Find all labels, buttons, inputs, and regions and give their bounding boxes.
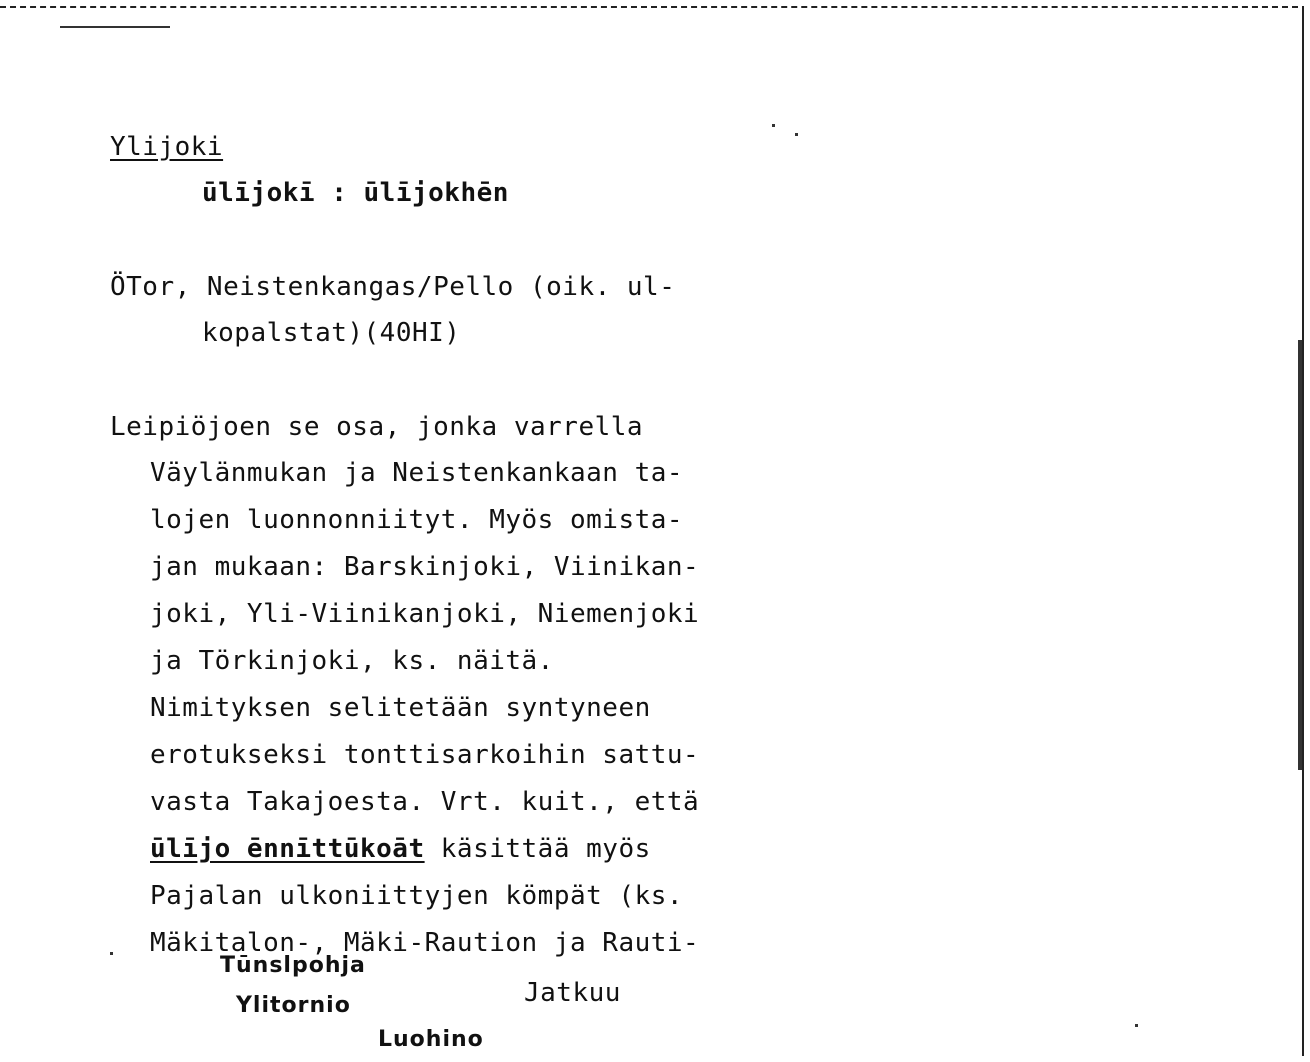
description-line-10 (150, 834, 651, 864)
stamp-line-1: Tūnslpohja (220, 953, 366, 978)
description-line-1: Leipiöjoen se osa, jonka varrella (110, 412, 644, 442)
description-line-10-rest: käsittää myös (424, 834, 651, 864)
description-line-5: joki, Yli-Viinikanjoki, Niemenjoki (150, 599, 700, 629)
description-line-3: lojen luonnonniityt. Myös omista- (150, 505, 684, 535)
scan-edge-top (0, 6, 1298, 8)
stamp-line-3: Luohino (378, 1027, 484, 1052)
scan-edge-right (1302, 6, 1304, 1056)
pronunciation: ūlījokī : ūlījokhēn (202, 178, 509, 208)
source-line-1: ÖTor, Neistenkangas/Pello (oik. ul- (110, 272, 676, 302)
description-line-12: Mäkitalon-, Mäki-Raution ja Rauti- (150, 928, 700, 958)
description-line-6: ja Törkinjoki, ks. näitä. (150, 646, 554, 676)
description-line-8: erotukseksi tonttisarkoihin sattu- (150, 740, 700, 770)
scan-speck (1135, 1024, 1138, 1027)
description-line-2: Väylänmukan ja Neistenkankaan ta- (150, 458, 684, 488)
description-line-11: Pajalan ulkoniittyjen kömpät (ks. (150, 881, 684, 911)
scan-mark-top (60, 26, 170, 28)
source-line-2: kopalstat)(40HI) (202, 318, 461, 348)
headword: Ylijoki (110, 132, 224, 162)
phonetic-phrase: ūlījo ēnnīttūkoāt (150, 834, 425, 864)
scan-speck (795, 133, 798, 136)
description-line-9: vasta Takajoesta. Vrt. kuit., että (150, 787, 700, 817)
stamp-line-2: Ylitornio (236, 993, 351, 1018)
scan-speck (110, 952, 113, 955)
description-line-4: jan mukaan: Barskinjoki, Viinikan- (150, 552, 700, 582)
description-line-7: Nimityksen selitetään syntyneen (150, 693, 651, 723)
continued-note: Jatkuu (524, 978, 621, 1008)
scan-edge-shadow (1298, 340, 1302, 770)
scan-speck (772, 124, 775, 127)
